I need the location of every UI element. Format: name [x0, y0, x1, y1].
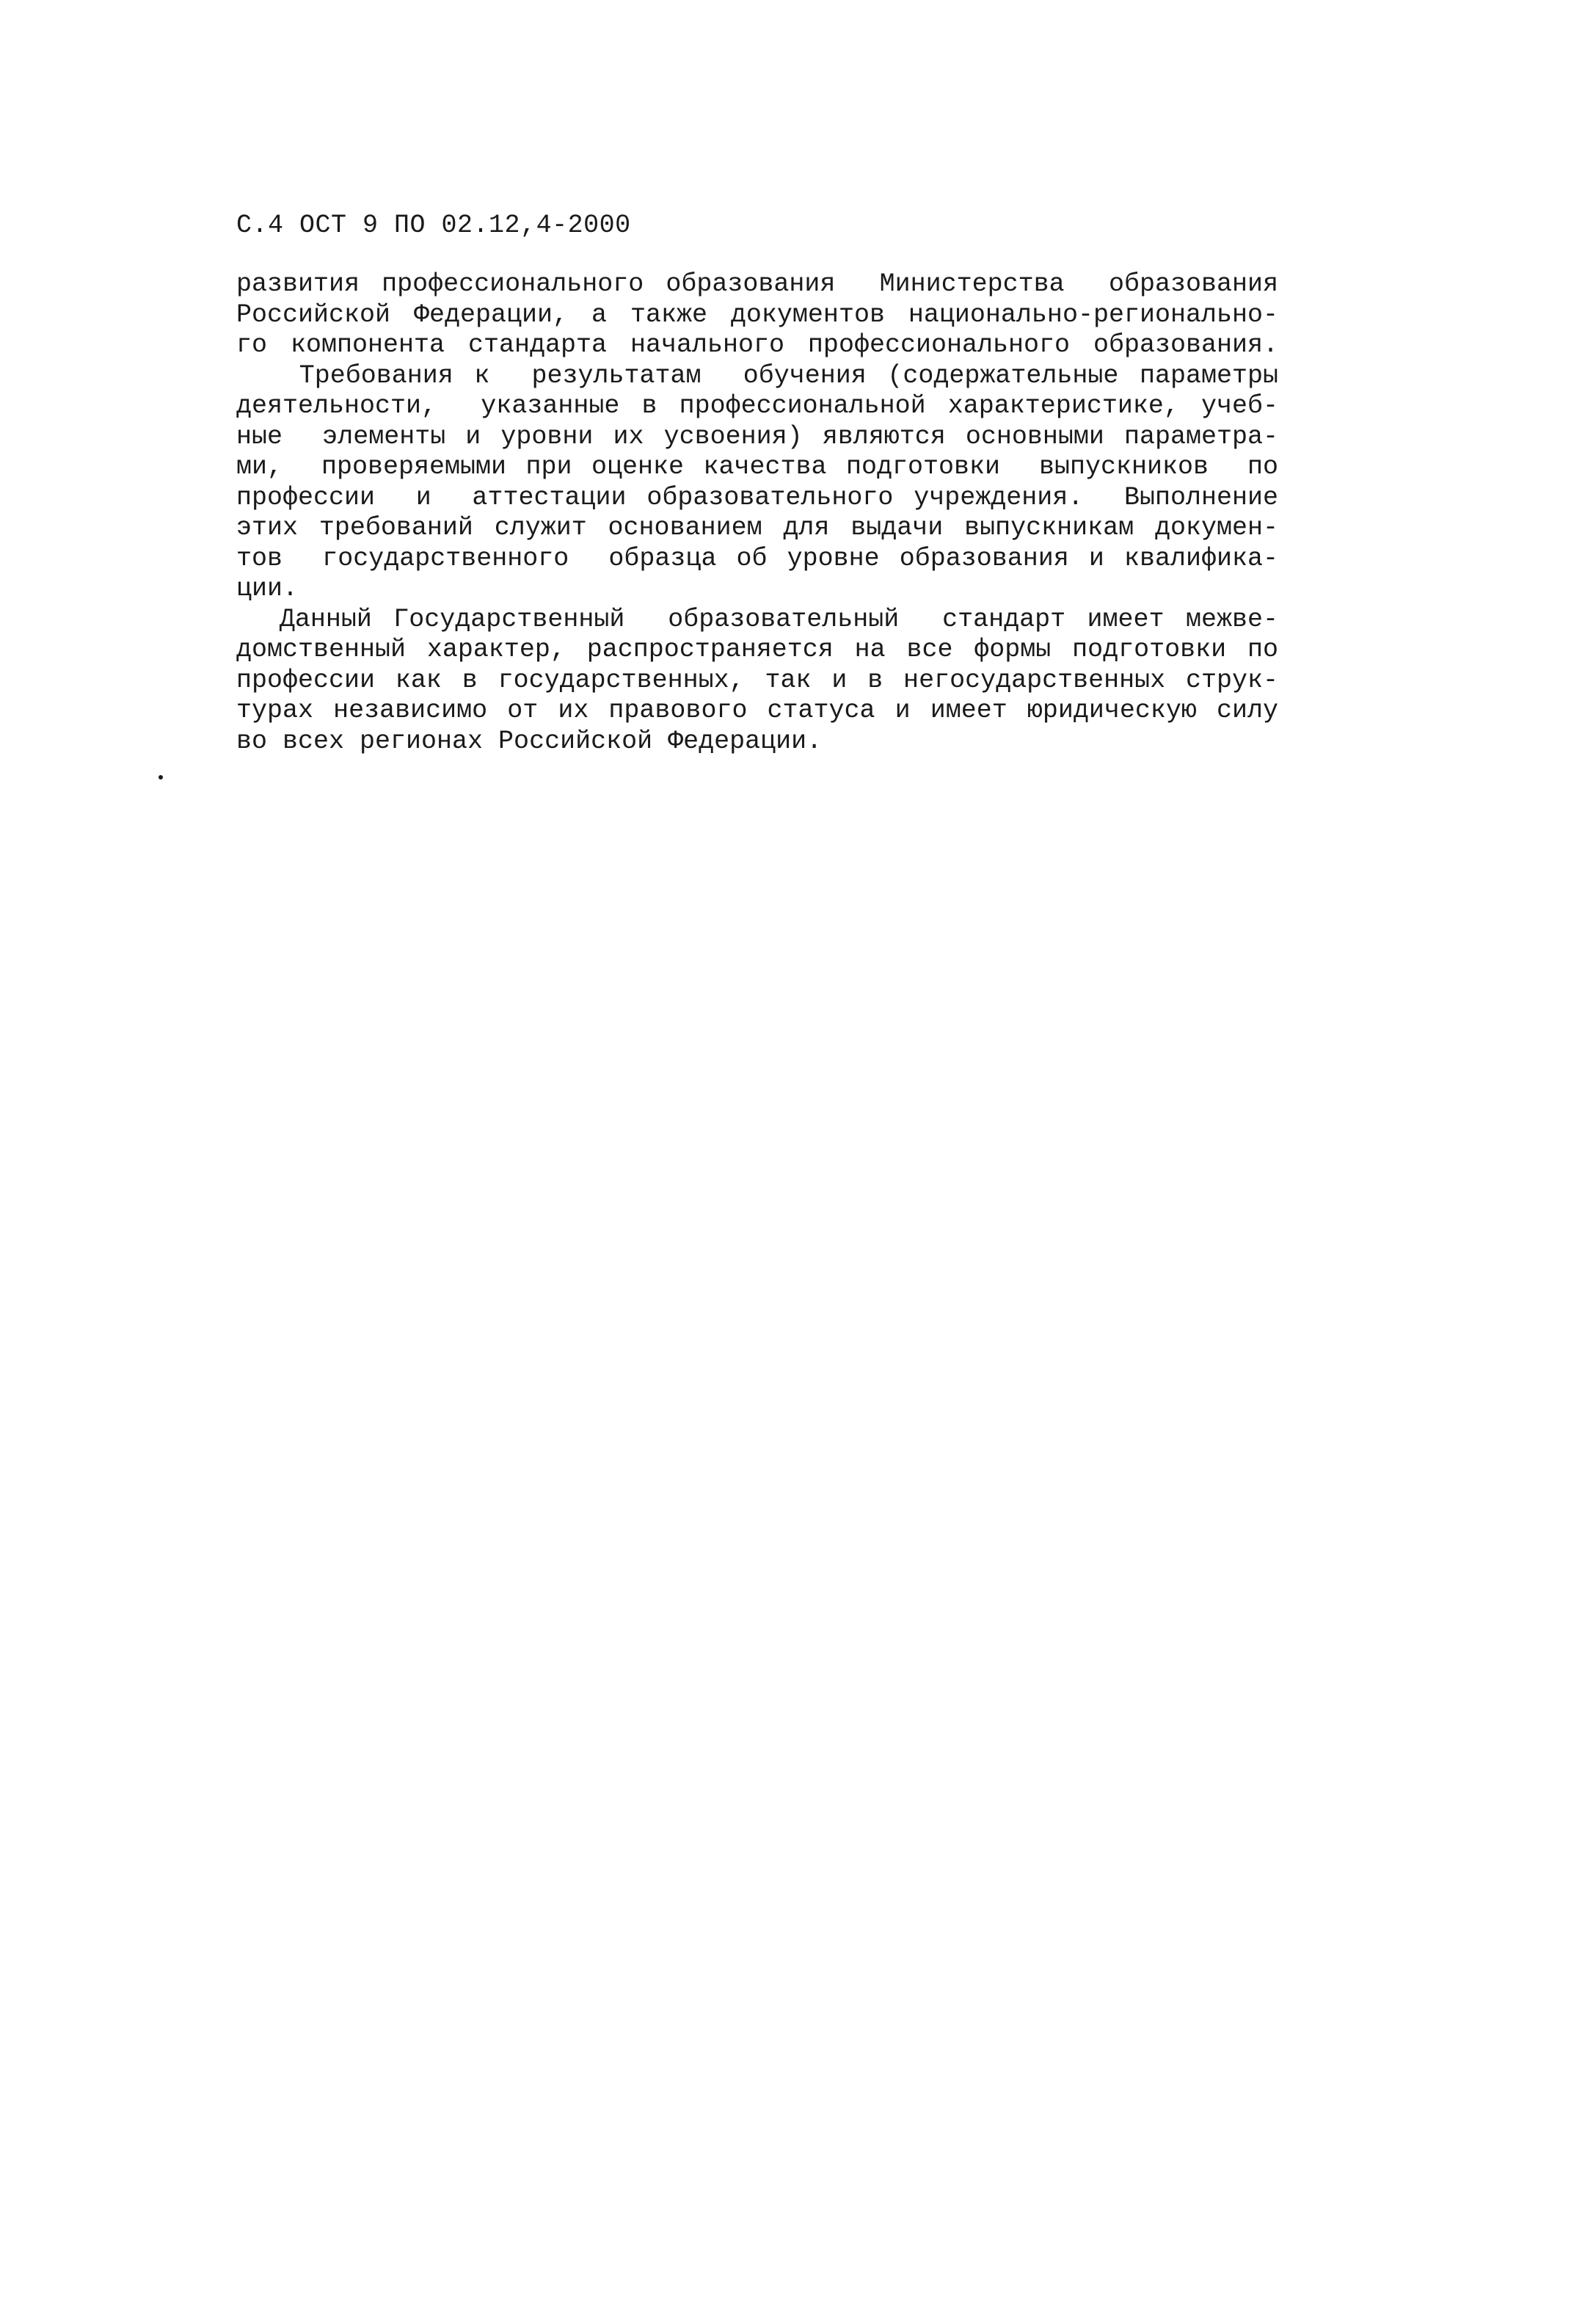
text-line: турах независимо от их правового статуса и имеет юридическую силу	[236, 696, 1278, 725]
text-line: этих требований служит основанием для выдачи выпускникам докумен-	[236, 513, 1278, 542]
text-line: профессии и аттестации образовательного учреждения. Выполнение	[236, 482, 1278, 512]
text-line: Российской Федерации, а также документов национально-регионально-	[236, 299, 1278, 330]
text-line: тов государственного образца об уровне образования и квалифика-	[236, 543, 1278, 573]
text-line: деятельности, указанные в профессиональной характеристике, учеб-	[236, 391, 1278, 421]
text-line: го компонента стандарта начального профессионального образования.	[236, 330, 1278, 360]
text-line: профессии как в государственных, так и в негосударственных струк-	[236, 665, 1278, 695]
body-text	[236, 269, 1278, 757]
text-line: Данный Государственный образовательный стандарт имеет межве-	[236, 604, 1278, 634]
text-line: домственный характер, распространяется на все формы подготовки по	[236, 635, 1278, 664]
text-line: развития профессионального образования Министерства образования	[236, 269, 1278, 299]
text-line: ные элементы и уровни их усвоения) являются основными параметра-	[236, 421, 1278, 451]
stray-dot-mark	[158, 775, 163, 779]
text-line: ции.	[236, 574, 299, 603]
text-line: ми, проверяемыми при оценке качества подготовки выпускников по	[236, 452, 1278, 481]
text-line: Требования к результатам обучения (содержательные параметры	[236, 360, 1278, 390]
text-line: во всех регионах Российской Федерации.	[236, 726, 823, 756]
page-header: С.4 ОСТ 9 ПО 02.12,4-2000	[236, 211, 631, 240]
